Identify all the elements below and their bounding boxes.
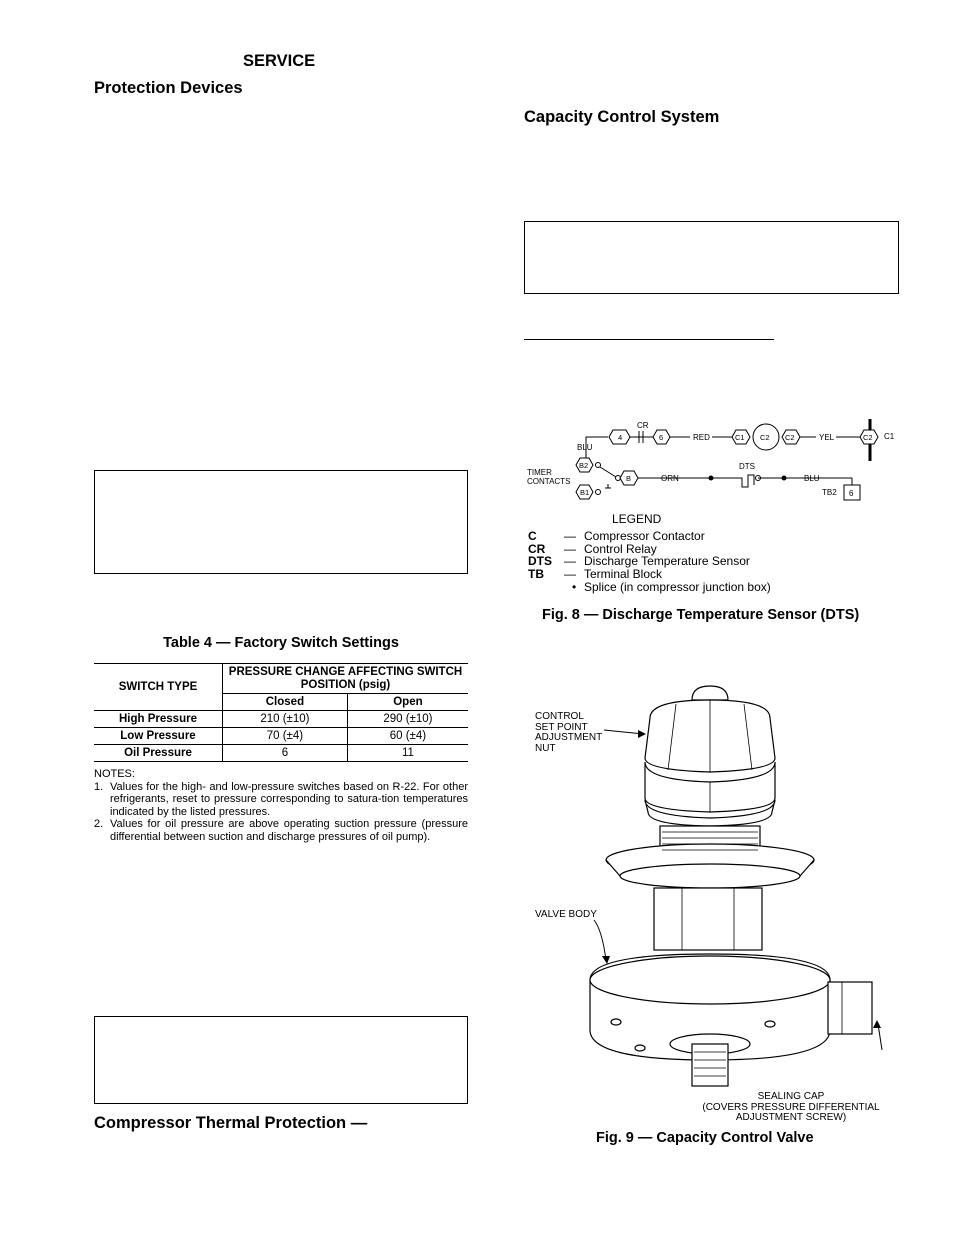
label-yel: YEL (819, 433, 835, 442)
legend-desc: Control Relay (584, 541, 657, 556)
label-6: 6 (659, 433, 664, 442)
note-box-2 (94, 1016, 468, 1104)
col-closed: Closed (223, 694, 348, 711)
table-row (94, 728, 468, 745)
note-box-1 (94, 470, 468, 574)
legend-key: CR (528, 541, 546, 556)
heading-compressor-thermal-protection: Compressor Thermal Protection — (94, 1114, 368, 1132)
label-valve-body: VALVE BODY (535, 909, 597, 920)
legend-row (528, 568, 771, 581)
legend-key (528, 581, 564, 594)
label-c1-right: C1 (884, 432, 895, 441)
splice-dot (782, 476, 787, 481)
legend-row (528, 530, 771, 543)
label-c2-coil: C2 (760, 433, 770, 442)
legend (528, 530, 771, 594)
legend-desc: Discharge Temperature Sensor (584, 554, 750, 569)
dts-wiring-diagram (520, 415, 900, 515)
label-blu-top: BLU (577, 443, 593, 452)
legend-desc: Compressor Contactor (584, 529, 705, 543)
notes-title: NOTES: (94, 768, 135, 780)
label-tb-6: 6 (849, 489, 854, 498)
legend-desc: Terminal Block (584, 567, 663, 582)
note-number: 1. (94, 780, 104, 793)
table-row (94, 745, 468, 762)
factory-switch-settings-table (94, 663, 468, 762)
label-c2-right: C2 (863, 433, 873, 442)
heading-protection-devices: Protection Devices (94, 79, 243, 97)
note-text: Values for oil pressure are above operating suction pressure (pressure differential between suction and discharge pressures of oil pump). (110, 818, 468, 843)
label-cr: CR (637, 421, 649, 430)
row-open: 11 (401, 747, 414, 759)
legend-key: TB (528, 567, 544, 582)
section-header-service: SERVICE (243, 52, 316, 70)
label-tb2: TB2 (822, 488, 837, 497)
table-row (94, 711, 468, 728)
row-type: Oil Pressure (94, 745, 223, 762)
label-orn: ORN (661, 474, 679, 483)
fig9-caption: Fig. 9 — Capacity Control Valve (596, 1130, 814, 1146)
note-box-3 (524, 221, 899, 294)
table-4-title: Table 4 — Factory Switch Settings (163, 635, 399, 651)
label-b2: B2 (579, 461, 589, 470)
label-4: 4 (618, 433, 623, 442)
table-notes (94, 768, 468, 844)
note-text: Values for the high- and low-pressure switches based on R-22. For other refrigerants, reset to pressure corresponding to satura-tion temperatures indicated by the listed pressures. (110, 780, 468, 818)
note-item (94, 781, 468, 819)
legend-row (528, 581, 771, 594)
label-control-set-point: CONTROL SET POINT ADJUSTMENT NUT (535, 711, 603, 754)
label-c1: C1 (735, 433, 745, 442)
row-type: Low Pressure (94, 728, 223, 745)
heading-capacity-control-system: Capacity Control System (524, 108, 720, 126)
row-open: 290 (±10) (383, 713, 433, 725)
legend-dash: • (572, 579, 577, 594)
label-b1: B1 (580, 488, 590, 497)
legend-title: LEGEND (612, 512, 662, 526)
label-contacts: CONTACTS (527, 477, 571, 486)
label-red: RED (693, 433, 710, 442)
note-number: 2. (94, 818, 104, 831)
legend-dash: — (564, 541, 576, 556)
row-closed: 70 (±4) (223, 728, 348, 745)
label-timer: TIMER (527, 468, 552, 477)
row-type: High Pressure (94, 711, 223, 728)
legend-dash: — (564, 529, 576, 543)
legend-dash: — (564, 554, 576, 569)
legend-key: C (528, 529, 537, 543)
divider-rule (524, 339, 774, 340)
label-dts: DTS (739, 462, 755, 471)
label-c2: C2 (785, 433, 795, 442)
label-blu-bottom: BLU (804, 474, 820, 483)
col-pressure-change: PRESSURE CHANGE AFFECTING SWITCH POSITION (psig) (223, 664, 469, 694)
legend-desc: Splice (in compressor junction box) (584, 579, 771, 594)
legend-dash: — (564, 567, 576, 582)
splice-dot (709, 476, 714, 481)
fig8-caption: Fig. 8 — Discharge Temperature Sensor (DTS) (542, 607, 860, 623)
col-open: Open (347, 694, 468, 711)
capacity-control-valve-drawing (580, 680, 890, 1100)
label-b: B (626, 474, 632, 483)
row-open: 60 (±4) (389, 730, 427, 742)
legend-key: DTS (528, 554, 552, 569)
note-item (94, 818, 468, 843)
label-sealing-cap: SEALING CAP (COVERS PRESSURE DIFFERENTIAL ADJUSTMENT SCREW) (702, 1091, 880, 1123)
row-closed: 210 (±10) (223, 711, 348, 728)
col-switch-type: SWITCH TYPE (94, 664, 223, 711)
row-closed: 6 (223, 745, 348, 762)
